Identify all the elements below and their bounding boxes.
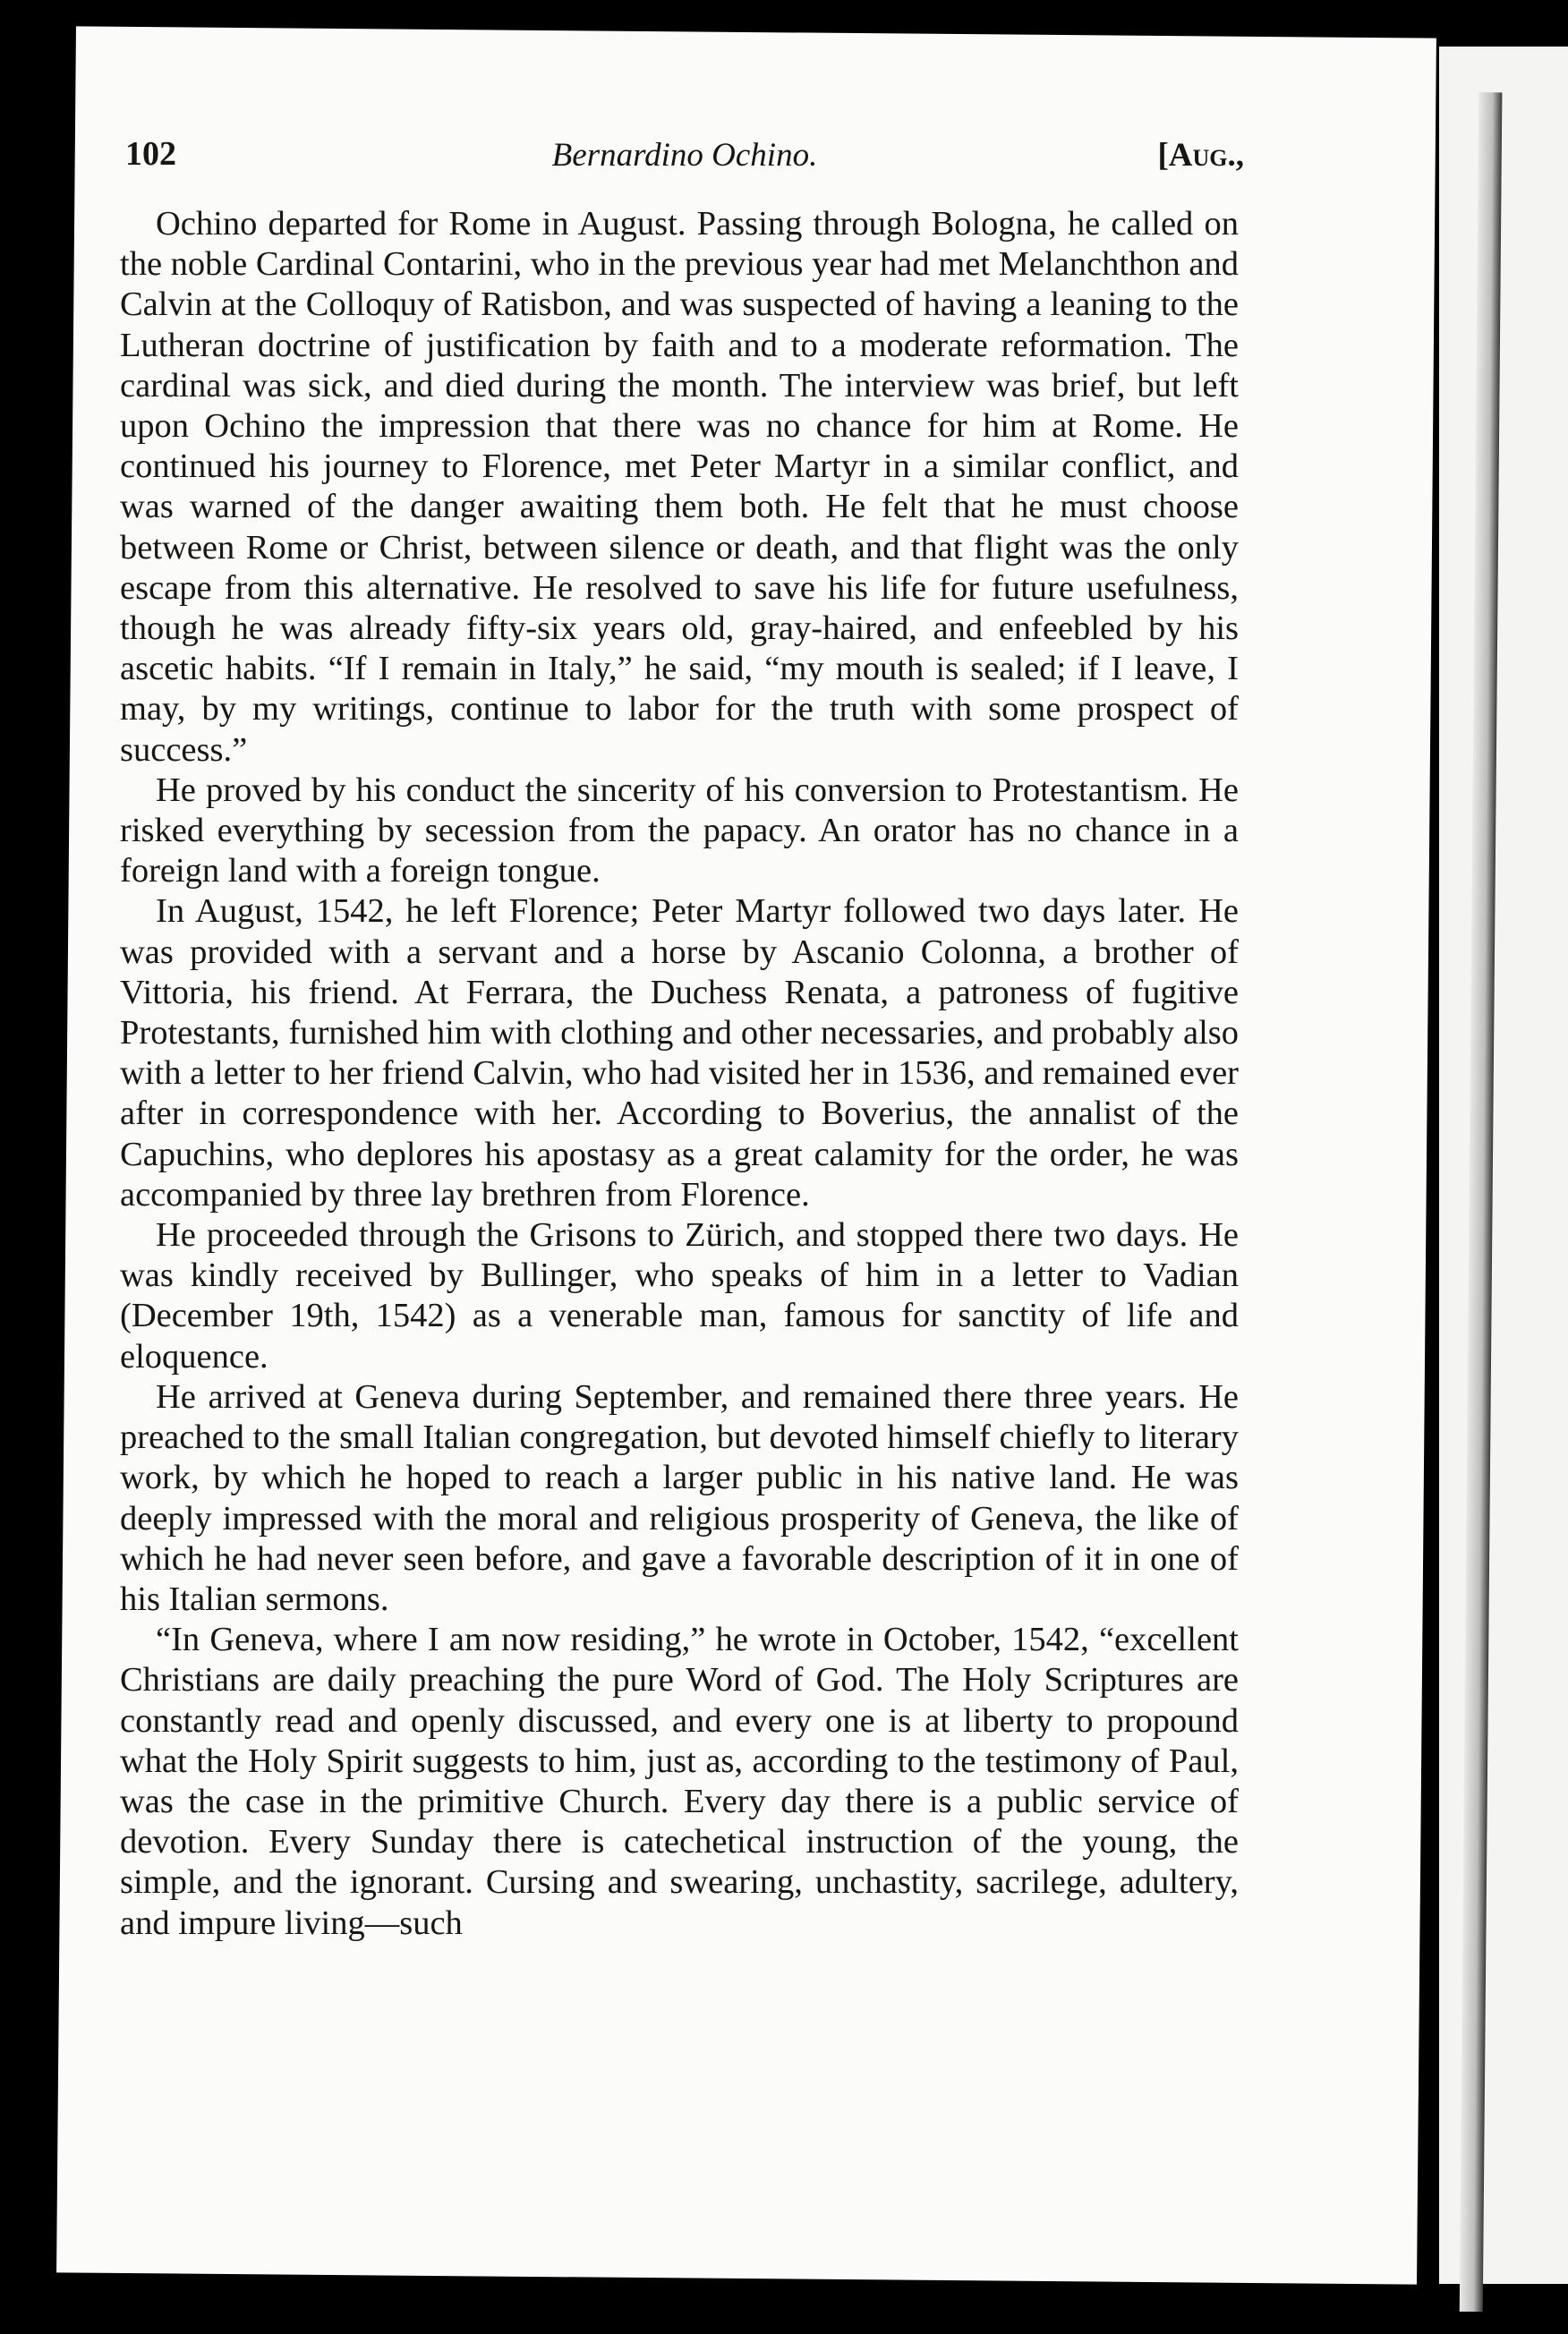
paragraph: He proceeded through the Grisons to Zürich, and stopped there two days. He was kindly received by Bullinger, who speaks of him in a letter to Vadian (December 19th, 1542) as a venerable man, famous for sanctity of life and eloquence. (120, 1216, 1239, 1376)
facing-page-edge (1439, 47, 1568, 2284)
running-head-date: [Aug., (1157, 137, 1244, 174)
paragraph: He arrived at Geneva during September, and remained there three years. He preached to the small Italian congregation, but devoted himself chiefly to literary work, by which he hoped to reach a larger public in his native land. He was deeply impressed with the moral and religious prosperity of Geneva, the like of which he had never seen before, and gave a favorable description of it in one of his Italian sermons. (120, 1377, 1239, 1618)
running-title: Bernardino Ochino. (551, 137, 818, 174)
paragraph: “In Geneva, where I am now residing,” he wrote in October, 1542, “excellent Christians are daily preaching the pure Word of God. The Holy Scriptures are constantly read and openly discussed, and every one is at liberty to propound what the Holy Spirit suggests to him, just as, according to the testimony of Paul, was the case in the primitive Church. Every day there is a public service of devotion. Every Sunday there is catechetical instruction of the young, the simple, and the ignorant. Cursing and swearing, unchastity, sacrilege, adultery, and impure living—such (120, 1621, 1239, 1942)
paragraph: In August, 1542, he left Florence; Peter Martyr followed two days later. He was provided with a servant and a horse by Ascanio Colonna, a brother of Vittoria, his friend. At Ferrara, the Duchess Renata, a patroness of fugitive Protestants, furnished him with clothing and other necessaries, and probably also with a letter to her friend Calvin, who had visited her in 1536, and remained ever after in correspondence with her. According to Boverius, the annalist of the Capuchins, who deplores his apostasy as a great calamity for the order, he was accompanied by three lay brethren from Florence. (120, 892, 1239, 1214)
paragraph: Ochino departed for Rome in August. Passing through Bologna, he called on the noble Cardinal Contarini, who in the previous year had met Melanchthon and Calvin at the Colloquy of Ratisbon, and was suspected of having a leaning to the Lutheran doctrine of justification by faith and to a moderate reformation. The cardinal was sick, and died during the month. The interview was brief, but left upon Ochino the impression that there was no chance for him at Rome. He continued his journey to Florence, met Peter Martyr in a similar conflict, and was warned of the danger awaiting them both. He felt that he must choose between Rome or Christ, between silence or death, and that flight was the only escape from this alternative. He resolved to save his life for future usefulness, though he was already fifty-six years old, gray-haired, and enfeebled by his ascetic habits. “If I remain in Italy,” he said, “my mouth is sealed; if I leave, I may, by my writings, continue to labor for the truth with some prospect of success.” (120, 205, 1239, 769)
page-header (125, 116, 1244, 188)
paragraph: He proved by his conduct the sincerity of his conversion to Protestantism. He risked everything by secession from the papacy. An orator has no chance in a foreign land with a foreign tongue. (120, 771, 1239, 890)
body-text (120, 204, 1239, 1944)
page-number: 102 (125, 135, 176, 173)
